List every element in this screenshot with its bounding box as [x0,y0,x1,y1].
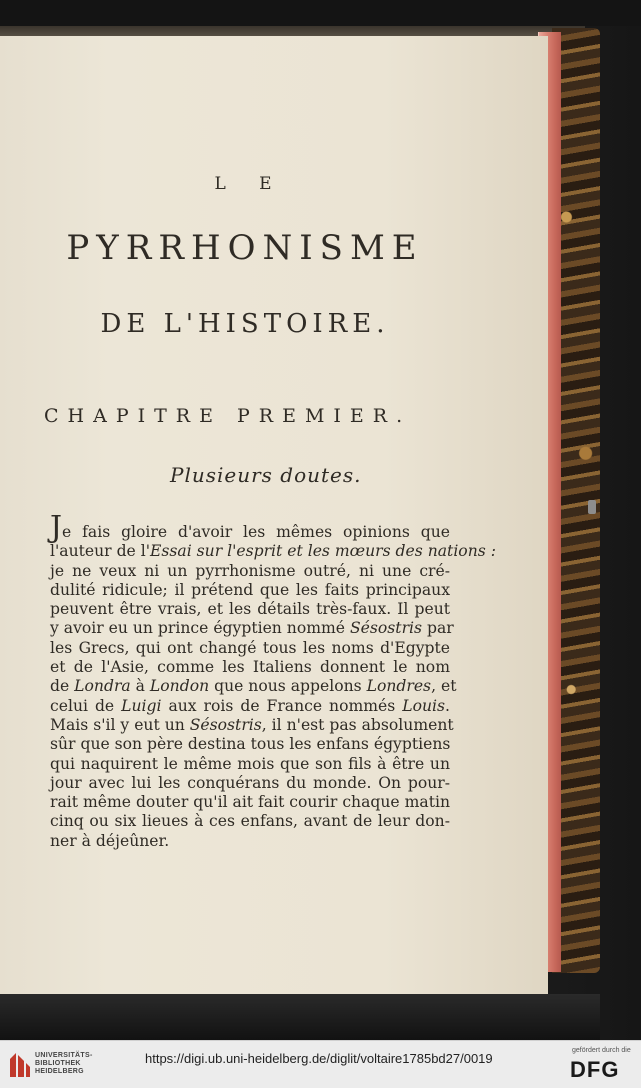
university-logo-icon [8,1049,32,1079]
italic-term: Londra [74,677,131,696]
body-line: rait même douter qu'il ait fait courir chaque matin [50,793,450,812]
body-line: l'auteur de l'Essai sur l'esprit et les mœurs des nations : [50,542,496,561]
body-line: qui naquirent le même mois que son fils à être un [50,754,450,773]
funded-by-label: gefördert durch die [572,1047,631,1054]
italic-term: Essai sur l'esprit et les mœurs des nations : [150,542,496,561]
body-line: Je fais gloire d'avoir les mêmes opinions que [50,510,450,545]
body-line: peuvent être vrais, et les détails très-faux. Il peut [50,600,450,619]
body-line: y avoir eu un prince égyptien nommé Sésostris par [50,619,454,638]
body-line: celui de Luigi aux rois de France nommés Louis. [50,696,450,715]
body-line: je ne veux ni un pyrrhonisme outré, ni une cré- [50,561,450,580]
title-article: L E [214,174,286,194]
drop-cap: J [50,510,63,545]
viewer-footer [0,1040,641,1088]
body-paragraph [50,510,496,851]
body-line: Mais s'il y eut un Sésostris, il n'est pas absolument [50,715,454,734]
italic-term: Louis [402,696,446,715]
italic-term: Sésostris [350,619,423,638]
italic-term: Luigi [121,696,162,715]
permalink[interactable]: https://digi.ub.uni-heidelberg.de/diglit/voltaire1785bd27/0019 [145,1051,493,1066]
chapter-subtitle: Plusieurs doutes. [170,463,362,487]
clip-icon [588,500,596,514]
body-line: sûr que son père destina tous les enfans égyptiens [50,735,451,754]
dfg-logo: DFG [570,1057,620,1082]
chapter-heading: CHAPITRE PREMIER. [44,405,412,427]
body-line: dulité ridicule; il prétend que les faits principaux [50,580,450,599]
body-line: jour avec lui les conquérans du monde. On pour- [50,773,450,792]
italic-term: London [149,677,210,696]
body-line: cinq ou six lieues à ces enfans, avant de leur don- [50,812,450,831]
scan-top-background [0,0,641,26]
body-line: ner à déjeûner. [50,831,170,850]
body-line: les Grecs, qui ont changé tous les noms d'Egypte [50,638,450,657]
scan-bottom-background [0,994,600,1040]
italic-term: Sésostris [189,715,262,734]
body-line: et de l'Asie, comme les Italiens donnent le nom [50,658,450,677]
italic-term: Londres [366,677,432,696]
page-title: PYRRHONISME [66,228,424,268]
page-subtitle: DE L'HISTOIRE. [100,309,390,339]
book-page [0,36,548,994]
institution-name: UNIVERSITÄTS- BIBLIOTHEK HEIDELBERG [35,1052,93,1075]
body-line: de Londra à London que nous appelons Londres, et [50,677,457,696]
